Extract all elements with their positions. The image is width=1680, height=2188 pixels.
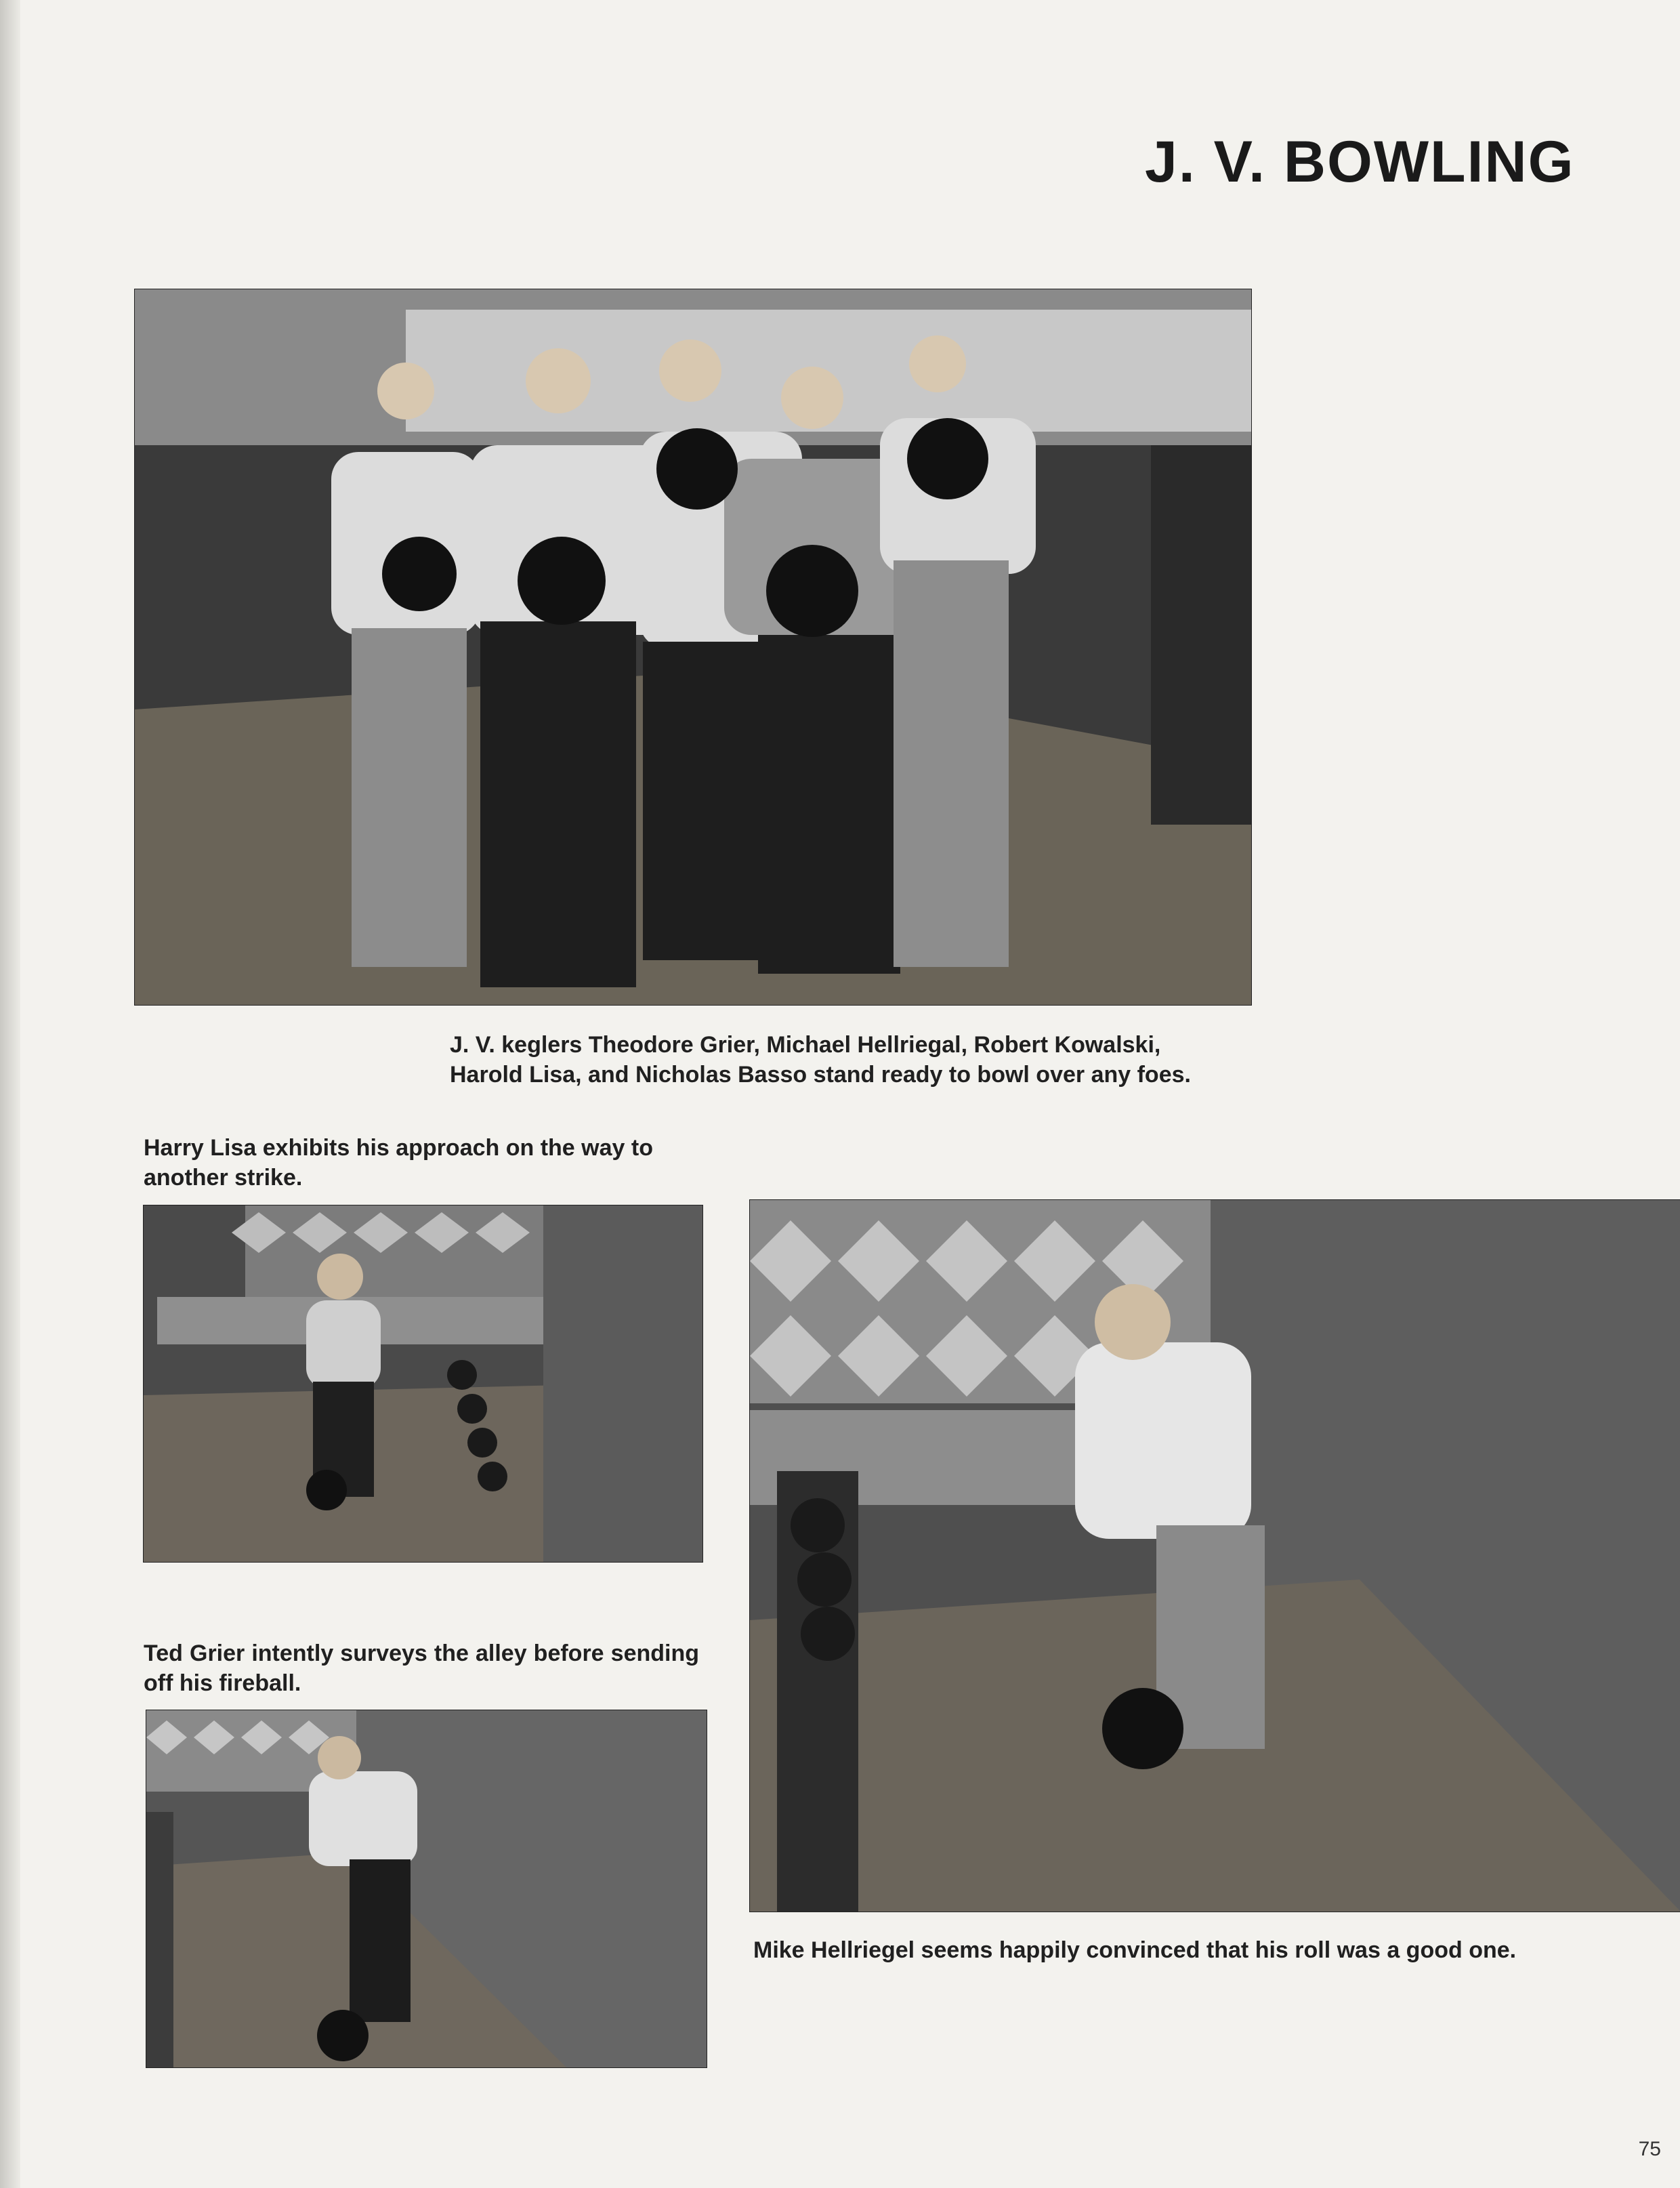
ted-caption: Ted Grier intently surveys the alley before sending off his fireball. xyxy=(144,1640,699,1696)
team-caption-line-1: J. V. keglers Theodore Grier, Michael Hellriegal, Robert Kowalski, xyxy=(450,1032,1161,1058)
team-photo-illustration xyxy=(135,289,1251,1005)
mike-caption: Mike Hellriegel seems happily convinced that his roll was a good one. xyxy=(753,1937,1517,1963)
ted-photo xyxy=(146,1710,707,2068)
team-caption xyxy=(450,1030,1283,1090)
page-spine-shadow xyxy=(0,0,20,2188)
harry-caption: Harry Lisa exhibits his approach on the way to another strike. xyxy=(144,1135,653,1191)
page-title: J. V. BOWLING xyxy=(1145,129,1575,194)
ted-photo-illustration xyxy=(146,1710,707,2067)
team-photo xyxy=(134,289,1252,1006)
mike-photo-illustration xyxy=(750,1200,1680,1912)
harry-photo-illustration xyxy=(144,1205,702,1562)
harry-photo xyxy=(143,1205,703,1563)
team-caption-line-2: Harold Lisa, and Nicholas Basso stand ready to bowl over any foes. xyxy=(450,1062,1191,1088)
page-number: 75 xyxy=(1638,2138,1661,2160)
mike-photo xyxy=(749,1199,1680,1912)
